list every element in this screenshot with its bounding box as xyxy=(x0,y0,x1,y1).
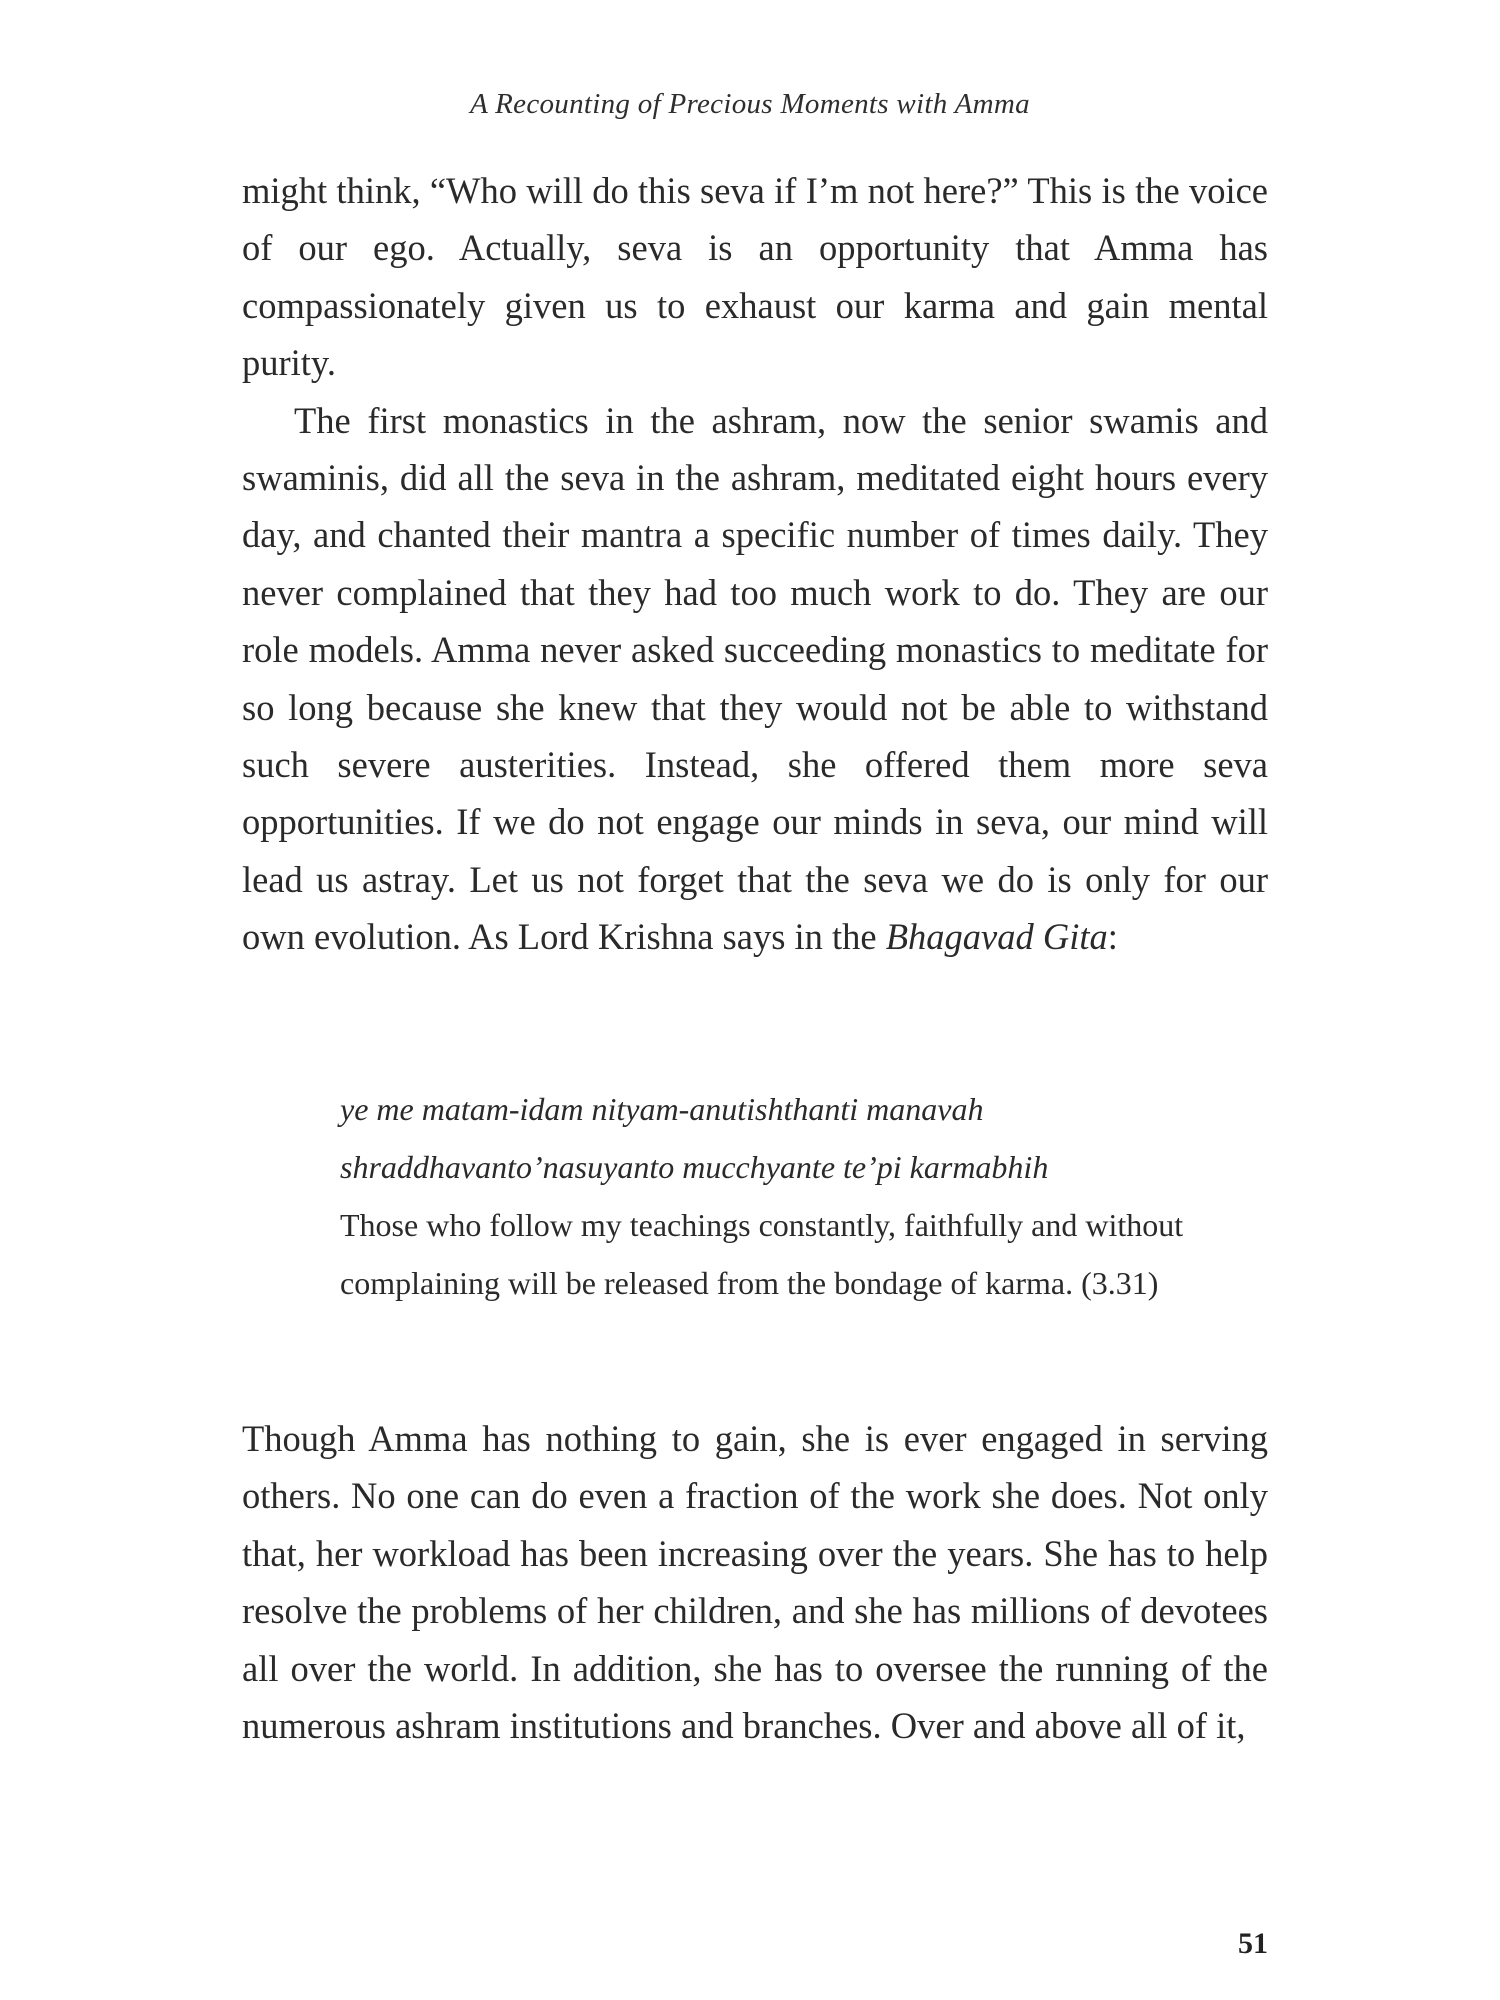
sanskrit-verse-line-1: ye me matam-idam nityam-anutishthanti manavah xyxy=(340,1091,984,1127)
gita-quote xyxy=(340,1080,1268,1312)
body-text-top xyxy=(242,162,1268,966)
sanskrit-verse-line-2: shraddhavanto’nasuyanto mucchyante te’pi karmabhih xyxy=(340,1149,1049,1185)
paragraph-amma-workload: Though Amma has nothing to gain, she is ever engaged in serving others. No one can do even a fraction of the work she does. Not only that, her workload has been increasing over the years. She has to help resolve the problems of her children, and she has millions of devotees all over the world. In addition, she has to oversee the running of the numerous ashram institutions and branches. Over and above all of it, xyxy=(242,1418,1268,1747)
running-head-title: A Recounting of Precious Moments with Amma xyxy=(470,88,1030,120)
paragraph-colon: : xyxy=(1107,916,1118,958)
verse-translation: Those who follow my teachings constantly, faithfully and without complaining will be released from the bondage of karma. (3.31) xyxy=(340,1207,1184,1301)
paragraph-continuation: might think, “Who will do this seva if I’m not here?” This is the voice of our ego. Actually, seva is an opportunity that Amma has compassionately given us to exhaust our karma and gain mental purity. xyxy=(242,170,1268,384)
book-title-bhagavad-gita: Bhagavad Gita xyxy=(885,916,1108,958)
body-text-bottom xyxy=(242,1410,1268,1754)
paragraph-monastics xyxy=(242,392,1268,966)
paragraph-monastics-text: The first monastics in the ashram, now the senior swamis and swaminis, did all the seva in the ashram, meditated eight hours every day, and chanted their mantra a specific number of times daily. They never complained that they had too much work to do. They are our role models. Amma never asked succeeding monastics to meditate for so long because she knew that they would not be able to withstand such severe austerities. Instead, she offered them more seva opportunities. If we do not engage our minds in seva, our mind will lead us astray. Let us not forget that the seva we do is only for our own evolution. As Lord Krishna says in the xyxy=(242,399,1268,958)
page-number: 51 xyxy=(1238,1927,1268,1960)
